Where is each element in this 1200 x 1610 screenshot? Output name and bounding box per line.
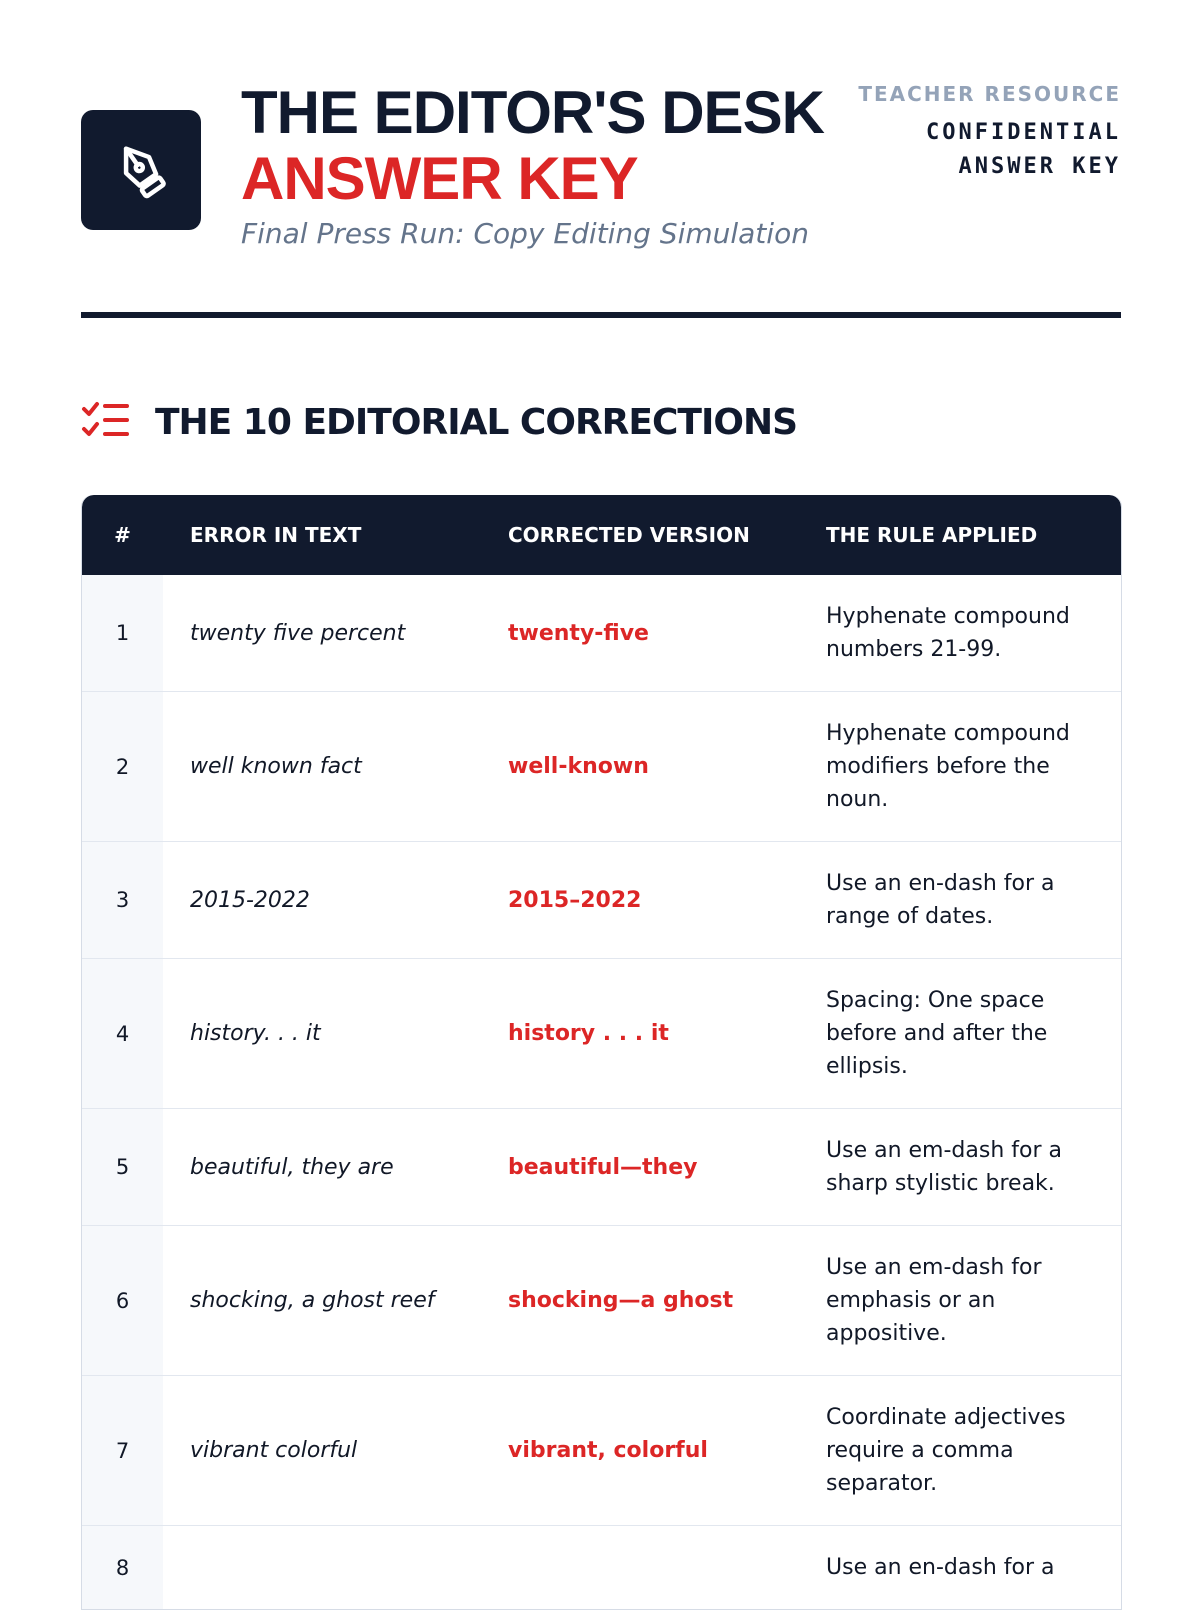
corrected-text: shocking—a ghost [508, 1288, 734, 1313]
corrected-text: 2015–2022 [508, 887, 642, 913]
row-number: 6 [82, 1226, 163, 1375]
page-title: THE EDITOR'S DESK [241, 79, 824, 146]
document-header [81, 80, 1121, 260]
table-row [82, 1108, 1121, 1225]
meta-block [858, 80, 1121, 184]
corrected-text: well-known [508, 754, 649, 779]
error-text [163, 1526, 483, 1609]
error-text: history. . . it [190, 1021, 321, 1046]
row-number: 2 [82, 692, 163, 841]
error-text: 2015-2022 [190, 887, 310, 913]
page-title-accent: ANSWER KEY [241, 145, 638, 212]
pen-nib-icon [109, 138, 173, 202]
meta-line-answer-key: ANSWER KEY [958, 154, 1121, 179]
corrected-text: twenty-five [508, 620, 649, 646]
meta-line-confidential: CONFIDENTIAL [926, 120, 1121, 145]
page-subtitle: Final Press Run: Copy Editing Simulation [241, 217, 809, 250]
corrections-table [81, 495, 1122, 1610]
table-row [82, 1375, 1121, 1525]
row-number: 1 [82, 575, 163, 691]
row-number: 7 [82, 1376, 163, 1525]
rule-text: Hyphenate compound modifiers before the noun. [826, 721, 1070, 812]
error-text: well known fact [190, 754, 362, 779]
table-row [82, 1525, 1121, 1609]
header-divider [81, 312, 1121, 318]
error-text: vibrant colorful [190, 1438, 358, 1463]
column-header-corrected: CORRECTED VERSION [508, 523, 750, 547]
meta-label: TEACHER RESOURCE [858, 82, 1121, 106]
column-header-error: ERROR IN TEXT [190, 523, 362, 547]
rule-text: Use an en-dash for a range of dates. [826, 871, 1055, 929]
rule-text: Use an em-dash for emphasis or an appositive. [826, 1255, 1042, 1346]
rule-text: Use an en-dash for a [826, 1555, 1055, 1580]
row-number: 8 [82, 1526, 163, 1609]
table-row [82, 691, 1121, 841]
table-header [82, 495, 1121, 575]
error-text: beautiful, they are [190, 1154, 394, 1180]
table-row [82, 575, 1121, 691]
rule-text: Spacing: One space before and after the ellipsis. [826, 988, 1048, 1079]
table-row [82, 1225, 1121, 1375]
table-row [82, 841, 1121, 958]
row-number: 5 [82, 1109, 163, 1225]
corrected-text: beautiful—they [508, 1154, 698, 1180]
corrected-text: history . . . it [508, 1021, 669, 1046]
error-text: twenty five percent [190, 620, 406, 646]
section-title: THE 10 EDITORIAL CORRECTIONS [155, 401, 798, 443]
rule-text: Use an em-dash for a sharp stylistic break. [826, 1138, 1062, 1196]
column-header-number: # [114, 523, 131, 547]
column-header-rule: THE RULE APPLIED [826, 523, 1038, 547]
logo [81, 110, 201, 230]
rule-text: Hyphenate compound numbers 21-99. [826, 604, 1070, 662]
table-body [82, 575, 1121, 1609]
corrected-text: vibrant, colorful [508, 1438, 708, 1463]
row-number: 4 [82, 959, 163, 1108]
section-header [81, 400, 797, 444]
table-row [82, 958, 1121, 1108]
row-number: 3 [82, 842, 163, 958]
checklist-icon [81, 400, 131, 444]
rule-text: Coordinate adjectives require a comma separator. [826, 1405, 1066, 1496]
corrected-text [483, 1526, 801, 1609]
error-text: shocking, a ghost reef [190, 1288, 435, 1313]
